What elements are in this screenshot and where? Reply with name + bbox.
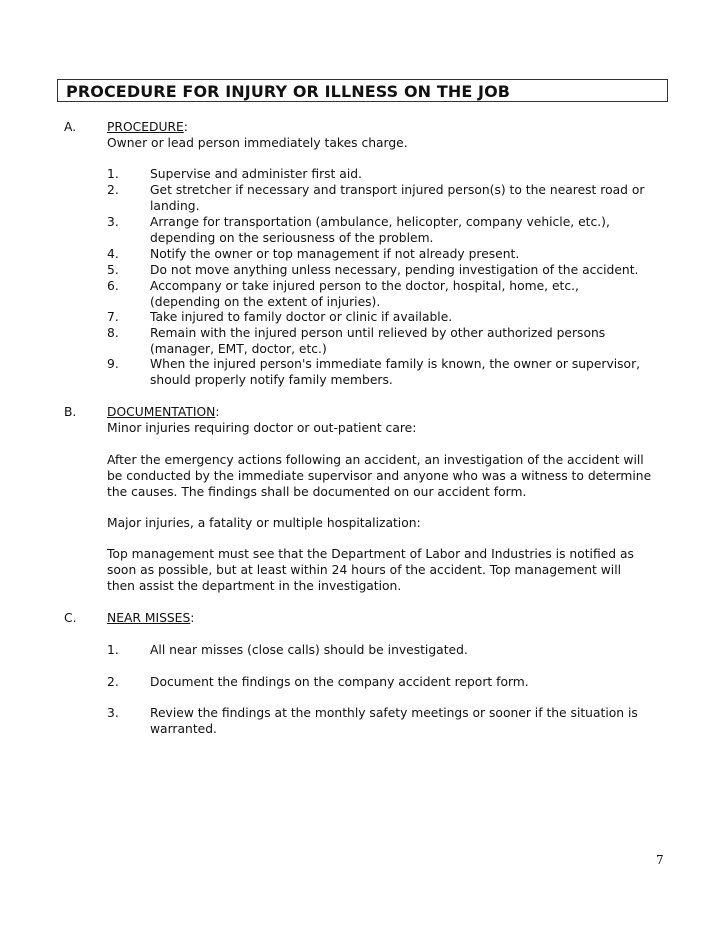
a-item-7-num: 7.	[107, 310, 119, 324]
b-paragraph-2-line-1: After the emergency actions following an accident, an investigation of the accident will	[107, 453, 644, 467]
a-item-7-line-1: Take injured to family doctor or clinic if available.	[150, 310, 453, 324]
a-item-9	[150, 357, 670, 389]
c-item-3-line-2: warranted.	[150, 721, 217, 736]
a-item-4	[150, 247, 670, 263]
c-item-3-num: 3.	[107, 706, 119, 720]
b-paragraph-4-line-1: Top management must see that the Department of Labor and Industries is notified as	[107, 547, 634, 561]
a-item-8-line-1: Remain with the injured person until relieved by other authorized persons	[150, 326, 606, 340]
c-item-1	[150, 643, 670, 659]
b-paragraph-4-line-3: then assist the department in the investigation.	[107, 578, 402, 593]
b-paragraph-1	[107, 421, 667, 437]
a-item-9-num: 9.	[107, 357, 119, 371]
a-item-4-num: 4.	[107, 247, 119, 261]
a-item-2-num: 2.	[107, 183, 119, 197]
b-paragraph-4-line-2: soon as possible, but at least within 24 hours of the accident. Top management will	[107, 562, 622, 577]
section-c-heading: NEAR MISSES:	[107, 611, 195, 625]
section-c-heading-text: NEAR MISSES	[107, 611, 191, 625]
c-item-3-line-1: Review the findings at the monthly safety meetings or sooner if the situation is	[150, 706, 638, 720]
b-paragraph-1-line-1: Minor injuries requiring doctor or out-patient care:	[107, 421, 417, 435]
c-item-3	[150, 706, 670, 738]
a-item-7	[150, 310, 670, 326]
a-item-8	[150, 326, 670, 358]
a-item-5	[150, 263, 670, 279]
c-item-2-line-1: Document the findings on the company accident report form.	[150, 675, 529, 689]
section-a-intro: Owner or lead person immediately takes charge.	[107, 136, 408, 150]
page-number: 7	[656, 853, 664, 867]
section-a-heading: PROCEDURE:	[107, 120, 188, 134]
section-c-letter: C.	[64, 611, 77, 625]
a-item-8-line-2: (manager, EMT, doctor, etc.)	[150, 341, 327, 356]
b-paragraph-3	[107, 516, 667, 532]
title-box	[57, 79, 668, 102]
section-a-letter: A.	[64, 120, 77, 134]
section-b-letter: B.	[64, 405, 77, 419]
b-paragraph-3-line-1: Major injuries, a fatality or multiple hospitalization:	[107, 516, 421, 530]
a-item-5-line-1: Do not move anything unless necessary, pending investigation of the accident.	[150, 263, 639, 277]
a-item-1	[150, 167, 670, 183]
document-title: PROCEDURE FOR INJURY OR ILLNESS ON THE JOB	[66, 82, 511, 101]
a-item-9-line-2: should properly notify family members.	[150, 372, 393, 387]
a-item-6-line-2: (depending on the extent of injuries).	[150, 294, 381, 309]
a-item-6-line-1: Accompany or take injured person to the doctor, hospital, home, etc.,	[150, 279, 579, 293]
section-b-heading: DOCUMENTATION:	[107, 405, 220, 419]
a-item-5-num: 5.	[107, 263, 119, 277]
a-item-8-num: 8.	[107, 326, 119, 340]
b-paragraph-2-line-3: the causes. The findings shall be documented on our accident form.	[107, 484, 527, 499]
a-item-3-line-2: depending on the seriousness of the problem.	[150, 230, 434, 245]
b-paragraph-4	[107, 547, 667, 594]
a-item-2	[150, 183, 670, 215]
c-item-2	[150, 675, 670, 691]
section-a-heading-text: PROCEDURE	[107, 120, 184, 134]
c-item-1-num: 1.	[107, 643, 119, 657]
a-item-4-line-1: Notify the owner or top management if not already present.	[150, 247, 520, 261]
a-item-3	[150, 215, 670, 247]
a-item-1-line-1: Supervise and administer first aid.	[150, 167, 362, 181]
a-item-6	[150, 279, 670, 311]
a-item-3-line-1: Arrange for transportation (ambulance, helicopter, company vehicle, etc.),	[150, 215, 610, 229]
a-item-2-line-2: landing.	[150, 198, 200, 213]
a-item-3-num: 3.	[107, 215, 119, 229]
b-paragraph-2	[107, 453, 667, 500]
a-item-2-line-1: Get stretcher if necessary and transport injured person(s) to the nearest road or	[150, 183, 645, 197]
a-item-1-num: 1.	[107, 167, 119, 181]
section-b-heading-text: DOCUMENTATION	[107, 405, 216, 419]
a-item-9-line-1: When the injured person's immediate family is known, the owner or supervisor,	[150, 357, 641, 371]
c-item-2-num: 2.	[107, 675, 119, 689]
a-item-6-num: 6.	[107, 279, 119, 293]
c-item-1-line-1: All near misses (close calls) should be investigated.	[150, 643, 468, 657]
b-paragraph-2-line-2: be conducted by the immediate supervisor and anyone who was a witness to determine	[107, 468, 652, 483]
